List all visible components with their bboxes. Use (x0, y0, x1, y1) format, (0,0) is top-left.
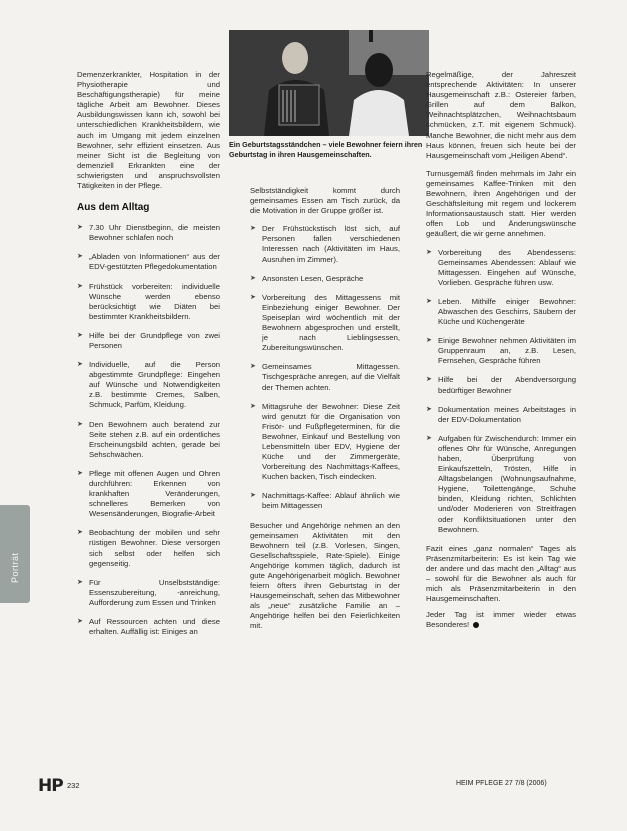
section-tab (0, 505, 30, 603)
journal-reference: HEIM PFLEGE 27 7/8 (2006) (456, 780, 547, 787)
list-item: ➤ „Abladen von Informationen“ aus der EDV-gestützten Pflegedokumentation (77, 252, 220, 272)
list-item: ➤ Leben. Mithilfe einiger Bewohner: Abwaschen des Geschirrs, Säubern der Küche und Küchengeräte (426, 297, 576, 327)
right-outro-1: Fazit eines „ganz normalen“ Tages als Präsenzmitarbeiterin: Es ist kein Tag wie der andere und das macht den „Alltag“ aus – sowohl für die Bewohner als auch für mich als Präsenzmitarbeiterin in den Hausgemeinschaften. (426, 543, 576, 604)
closing-sentence: Jeder Tag ist immer wieder etwas Besonderes! (426, 610, 576, 630)
list-item: ➤ Hilfe bei der Abendversorgung bedürftiger Bewohner (426, 375, 576, 395)
list-item: ➤ Mittagsruhe der Bewohner: Diese Zeit wird genutzt für die Organisation von Frisör- und Fußpflegeterminen, für die Bewohner, Einkauf und Bestellung von Lebensmitteln über EDV, Hygiene der Küche und der Zimmergeräte, Vorbereitung des Nachmittags-Kaffees, Kuchen backen, Tisch eindecken. (250, 402, 400, 483)
right-intro-1: Regelmäßige, der Jahreszeit entsprechende Aktivitäten: In unserer Hausgemeinschaft z.B.: Ostereier färben, Grillen auf dem Balkon, Weihnachtsplätzchen, Weihnachtsbaum schmücken, z.T. mit eigenem Schmuck). Manche Bewohner, die nicht mehr aus dem Haus können, freuen sich heute bei der Hausgemeinschaft vom „Heiligen Abend“. (426, 70, 576, 160)
photo-caption: Ein Geburtstagsständchen – viele Bewohner feiern ihren Geburtstag in ihren Hausgemeinschaften. (229, 140, 423, 159)
list-item: ➤ Ansonsten Lesen, Gespräche (250, 274, 400, 284)
article-photo (229, 30, 429, 136)
list-item: ➤ Auf Ressourcen achten und diese erhalten. Auffällig ist: Einiges an (77, 617, 220, 637)
right-list (426, 248, 576, 535)
list-item: ➤ Vorbereitung des Abendessens: Gemeinsames Abendessen: Ablauf wie Mittagessen. Eingehen auf Wünsche, Vorlieben. Gespräche führen usw. (426, 248, 576, 288)
list-item: ➤ Frühstück vorbereiten: individuelle Wünsche werden ebenso berücksichtigt wie Diäten bei bestimmter Krankheitsbildern. (77, 282, 220, 322)
left-intro: Demenzerkrankter, Hospitation in der Physiotherapie und Beschäftigungstherapie) für meine tägliche Arbeit am Bewohner. Dieses Ausbildungswissen kann ich, sowohl bei unterschiedlichen Krankheitsbildern, wie auch im Umgang mit jedem einzelnen Bewohner, sehr effizient einsetzen. Aus meiner Sicht ist die Begleitung von demenziell Erkrankten eine der schwierigsten und anspruchsvollsten Tätigkeiten in der Pflege. (77, 70, 220, 191)
list-item: ➤ Einige Bewohner nehmen Aktivitäten im Gruppenraum an, z.B. Lesen, Fernsehen, Gespräche führen (426, 336, 576, 366)
list-item: ➤ Individuelle, auf die Person abgestimmte Grundpflege: Eingehen auf Wünsche und Notwendigkeiten z.B. bestimmte Cremes, Salben, Schmuck, Parfüm, Kleidung. (77, 360, 220, 410)
list-item: ➤ Vorbereitung des Mittagessens mit Einbeziehung einiger Bewohner. Der Speiseplan wird wöchentlich mit der Bewohnern abgesprochen und erstellt, je nach Lieblingsessen, Zubereitungswünschen. (250, 293, 400, 354)
list-item: ➤ Für Unselbstständige: Essenszubereitung, -anreichung, Aufforderung zum Essen und Trinken (77, 578, 220, 608)
right-outro-2 (426, 610, 576, 630)
middle-list (250, 224, 400, 511)
middle-intro: Selbstständigkeit kommt durch gemeinsames Essen am Tisch zurück, da die Motivation in der Gruppe größer ist. (250, 186, 400, 216)
end-mark-icon (473, 622, 479, 628)
list-item: ➤ Gemeinsames Mittagessen. Tischgespräche anregen, auf die Vielfalt der Themen achten. (250, 362, 400, 392)
left-column (77, 70, 220, 646)
magazine-logo: HP (38, 776, 63, 796)
middle-column (250, 186, 400, 637)
right-intro-2: Turnusgemäß finden mehrmals im Jahr ein gemeinsames Kaffee-Trinken mit den Bewohnern, ihren Angehörigen und der Geschäftsleitung mit regem und lockerem Informationsaustausch statt. Hier werden offen Lob und Änderungswünsche geäußert, die wir gerne annehmen. (426, 168, 576, 239)
list-item: ➤ Hilfe bei der Grundpflege von zwei Personen (77, 331, 220, 351)
list-item: ➤ Beobachtung der mobilen und sehr rüstigen Bewohner. Diese versorgen sich selbst oder helfen sich gegenseitig. (77, 528, 220, 568)
section-heading: Aus dem Alltag (77, 202, 150, 214)
list-item: ➤ Pflege mit offenen Augen und Ohren durchführen: Erkennen von krankhaften Veränderungen, schnelleres Bemerken von Wesensänderungen, Biografie-Arbeit (77, 469, 220, 519)
middle-outro: Besucher und Angehörige nehmen an den gemeinsamen Aktivitäten mit den Bewohnern teil (z.B. Vorlesen, Singen, Gesellschaftsspiele, Rate-Spiele). Einige Angehörige kommen täglich, dadurch ist gute Angehörigenarbeit möglich. Bewohner feiern öfters ihren Geburtstag in der Hausgemeinschaft, sehen das Mitbewohner als „neue“ zusätzliche Familie an – Angehörige helfen bei den Feierlichkeiten mit. (250, 520, 400, 631)
accordion-player-photo-icon (229, 30, 429, 136)
list-item: ➤ Nachmittags-Kaffee: Ablauf ähnlich wie beim Mittagessen (250, 491, 400, 511)
list-item: ➤ Aufgaben für Zwischendurch: Immer ein offenes Ohr für Wünsche, Anregungen haben, Überprüfung von Einkaufszetteln, Trösten, Hilfe in Alltagsbelangen (Wohnungsaufnahme, Hygiene, Toilettengänge, Schuhe binden, Kleidung richten, Schlichten und/oder Moderieren von Streitfragen oder Konfliktsituationen unter den Bewohnern. (426, 434, 576, 535)
list-item: ➤ Der Frühstückstisch löst sich, auf Personen fallen verschiedenen Interessen nach (Aktivitäten im Haus, Ausruhen im Zimmer). (250, 224, 400, 264)
page-number: 232 (67, 781, 80, 790)
list-item: ➤ Dokumentation meines Arbeitstages in der EDV-Dokumentation (426, 405, 576, 425)
right-column (426, 70, 576, 636)
left-list (77, 223, 220, 637)
list-item: ➤ 7.30 Uhr Dienstbeginn, die meisten Bewohner schlafen noch (77, 223, 220, 243)
list-item: ➤ Den Bewohnern auch beratend zur Seite stehen z.B. auf ein ordentliches Erscheinungsbild achten, gerade bei Sehschwächen. (77, 420, 220, 460)
section-tab-label: Porträt (10, 552, 20, 583)
